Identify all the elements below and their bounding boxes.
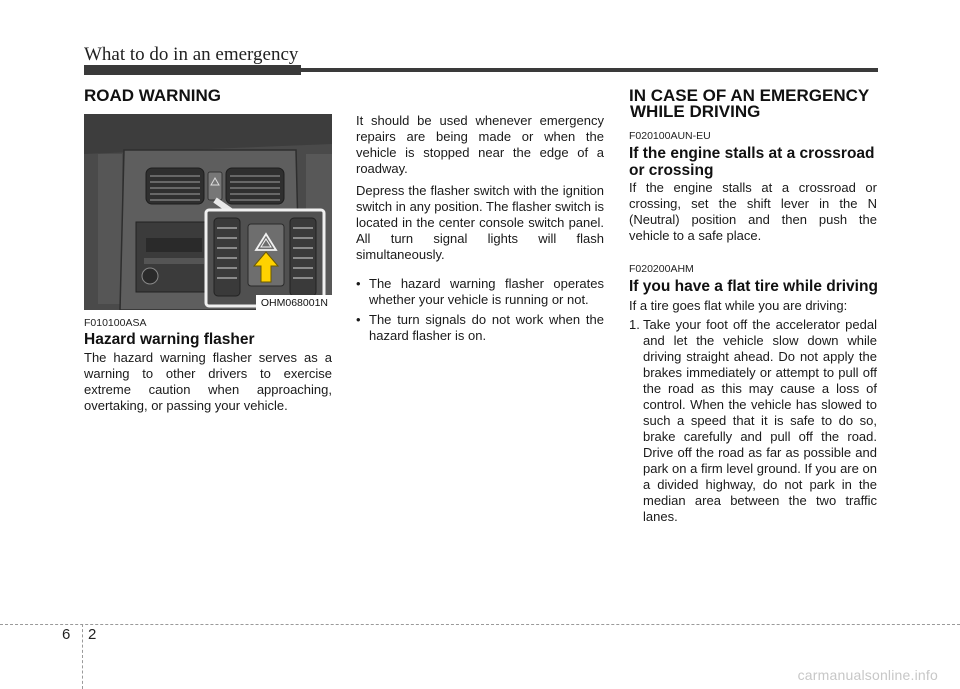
flat-tire-intro: If a tire goes flat while you are driving: bbox=[629, 298, 848, 313]
page-number: 2 bbox=[88, 626, 97, 643]
section-title-emergency bbox=[629, 88, 869, 120]
header-rule bbox=[84, 68, 878, 72]
dashboard-illustration bbox=[84, 114, 332, 310]
list-item: • The hazard warning flasher operates whether your vehicle is running or not. bbox=[356, 276, 604, 308]
header-title: What to do in an emergency bbox=[84, 44, 299, 65]
hazard-flasher-paragraph: The hazard warning flasher serves as a warning to other drivers to exercise extreme caution when approaching, overtaking, or passing your vehicle. bbox=[84, 350, 332, 413]
middle-paragraph-2: Depress the flasher switch with the ignition switch in any position. The flasher switch is located in the center console switch panel. All turn signal lights will flash simultaneously. bbox=[356, 183, 604, 262]
flat-tire-body bbox=[629, 298, 877, 525]
subhead-flat-tire: If you have a flat tire while driving bbox=[629, 278, 878, 295]
code-f010100asa: F010100ASA bbox=[84, 317, 147, 329]
footer-rule bbox=[0, 624, 960, 625]
subhead-engine-stalls-line-2: or crossing bbox=[629, 162, 714, 179]
hazard-switch-figure bbox=[84, 114, 332, 310]
code-f020200ahm: F020200AHM bbox=[629, 263, 694, 275]
flat-tire-steps bbox=[629, 317, 877, 525]
subhead-engine-stalls-line-1: If the engine stalls at a crossroad bbox=[629, 145, 875, 162]
flasher-bullet-list bbox=[356, 276, 604, 344]
subhead-engine-stalls bbox=[629, 145, 875, 179]
watermark: carmanualsonline.info bbox=[797, 667, 938, 683]
section-title-line-2: WHILE DRIVING bbox=[630, 102, 761, 121]
middle-column-body bbox=[356, 113, 604, 348]
section-title-line-1: IN CASE OF AN EMERGENCY bbox=[629, 86, 870, 105]
engine-stalls-body bbox=[629, 180, 877, 244]
figure-label: OHM068001N bbox=[256, 295, 332, 310]
middle-paragraph-1: It should be used whenever emergency repairs are being made or when the vehicle is stopped near the edge of a roadway. bbox=[356, 113, 604, 176]
code-f020100aun-eu: F020100AUN-EU bbox=[629, 130, 711, 142]
list-item: • The turn signals do not work when the hazard flasher is on. bbox=[356, 312, 604, 344]
list-item-text: Take your foot off the accelerator pedal and let the vehicle slow down while driving straight ahead. Do not apply the brakes immediately or attempt to pull off the road as this may cause a loss of control. When the vehicle has slowed to such a speed that it is safe to do so, brake carefully and pull off the road. Drive off the road as far as possible and park on a firm level ground. If you are on a divided highway, do not park in the median area between the two traffic lanes. bbox=[643, 317, 877, 524]
section-title-road-warning: ROAD WARNING bbox=[84, 86, 221, 105]
engine-stalls-paragraph: If the engine stalls at a crossroad or crossing, set the shift lever in the N (Neutral) position and then push the vehicle to a safe place. bbox=[629, 180, 877, 243]
hazard-flasher-body bbox=[84, 350, 332, 414]
footer-divider bbox=[82, 624, 83, 689]
list-item-number: 1. bbox=[629, 317, 640, 332]
list-item bbox=[629, 317, 877, 525]
chapter-number: 6 bbox=[62, 626, 71, 643]
subhead-hazard-warning-flasher: Hazard warning flasher bbox=[84, 331, 255, 348]
